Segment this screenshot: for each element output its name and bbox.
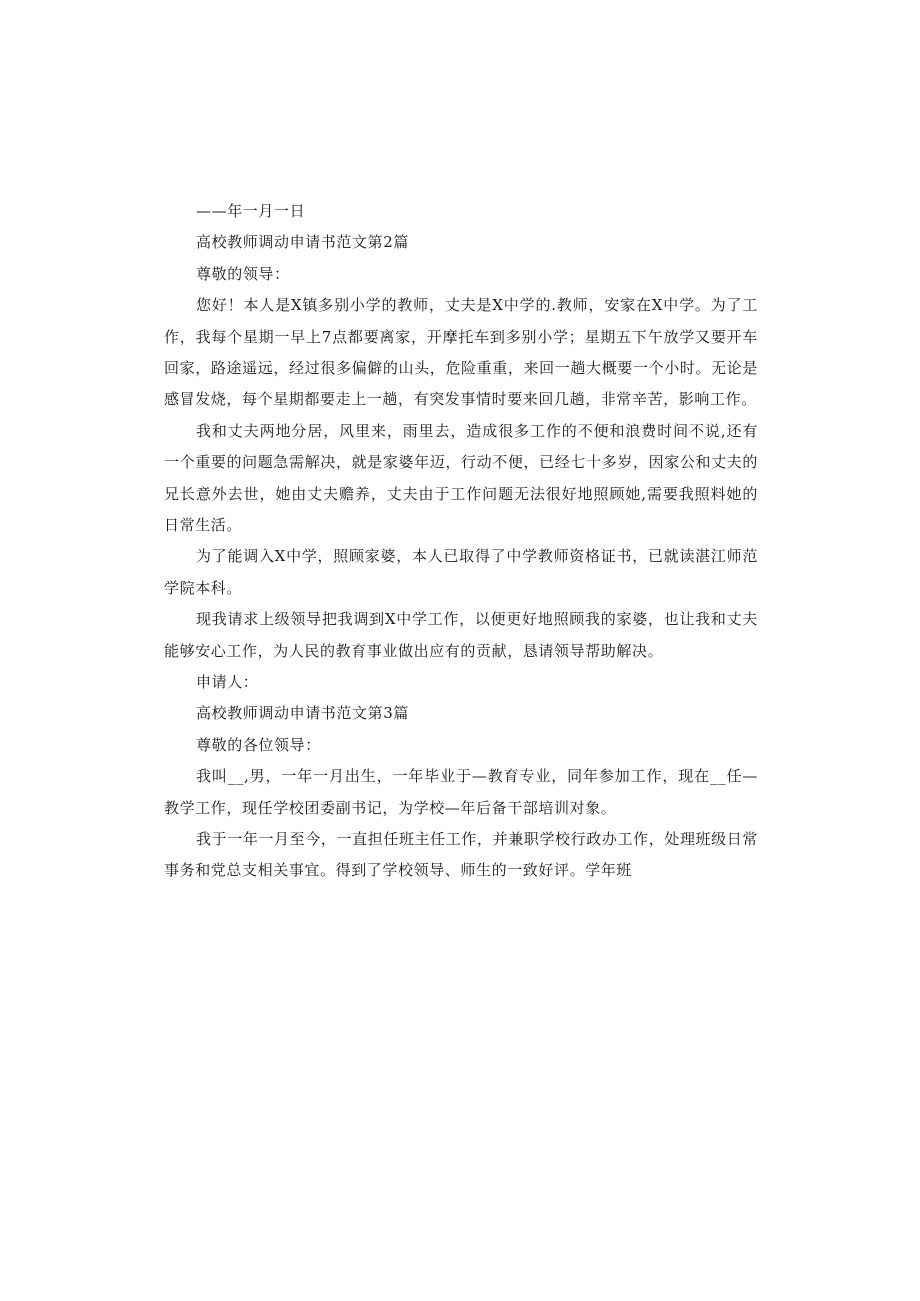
section-3-salutation: 尊敬的各位领导：	[196, 735, 321, 754]
section-2-salutation: 尊敬的领导：	[196, 264, 290, 283]
section-2-paragraph: 为了能调入X中学，照顾家婆，本人已取得了中学教师资格证书，已就读湛江师范学院本科。	[164, 547, 758, 597]
section-2-paragraph: 您好！本人是X镇多别小学的教师，丈夫是X中学的.教师，安家在X中学。为了工作，我每个星期一早上7点都要离家，开摩托车到多别小学；星期五下午放学又要开车回家，路途遥远，经过很多偏僻的山头，危险重重，来回一趟大概要一个小时。无论是感冒发烧，每个星期都要走上一趟，有突发事情时要来回几趟，非常辛苦，影响工作。	[164, 296, 758, 409]
section-2-paragraph: 现我请求上级领导把我调到X中学工作，以便更好地照顾我的家婆，也让我和丈夫能够安心工作，为人民的教育事业做出应有的贡献，恳请领导帮助解决。	[164, 610, 758, 660]
section-2-title: 高校教师调动申请书范文第2篇	[196, 233, 409, 252]
date-line: ——年一月一日	[196, 202, 306, 220]
section-2-signature: 申请人：	[196, 673, 259, 692]
section-2-paragraph: 我和丈夫两地分居，风里来，雨里去，造成很多工作的不便和浪费时间不说,还有一个重要的问题急需解决，就是家婆年迈，行动不便，已经七十多岁，因家公和丈夫的兄长意外去世，她由丈夫赡养，丈夫由于工作问题无法很好地照顾她,需要我照料她的日常生活。	[164, 421, 758, 535]
section-3-title: 高校教师调动申请书范文第3篇	[196, 704, 409, 723]
section-3-paragraph: 我于一年一月至今，一直担任班主任工作，并兼职学校行政办工作，处理班级日常事务和党总支相关事宜。得到了学校领导、师生的一致好评。学年班	[164, 830, 758, 880]
document-body	[164, 196, 758, 887]
section-3-paragraph: 我叫__,男，一年一月出生，一年毕业于—教育专业，同年参加工作，现在__任—教学工作，现任学校团委副书记，为学校—年后备干部培训对象。	[164, 767, 758, 817]
